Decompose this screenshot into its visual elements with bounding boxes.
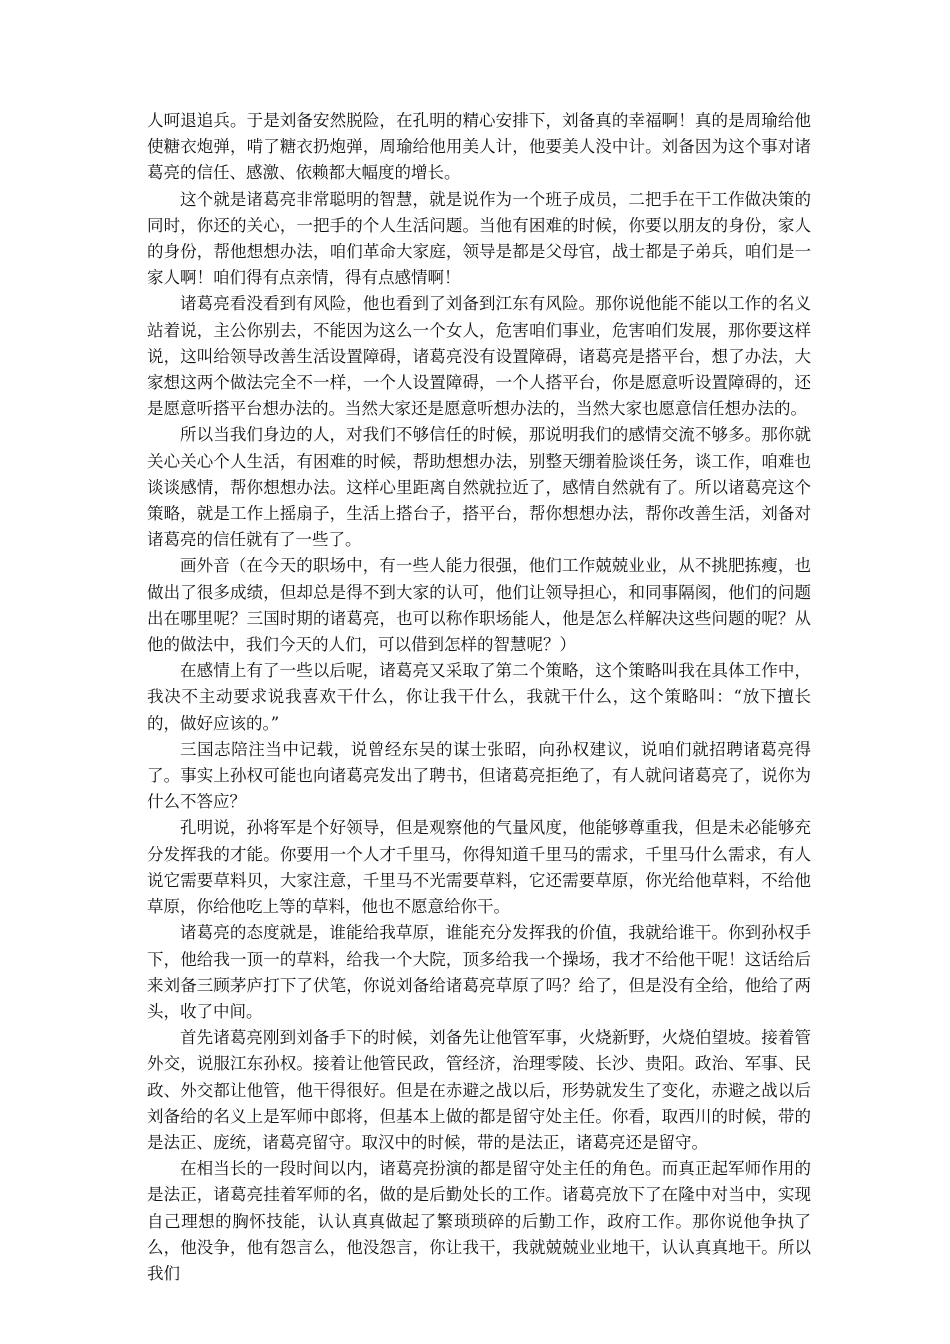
document-page (147, 108, 811, 1287)
paragraph-5: 画外音（在今天的职场中，有一些人能力很强，他们工作兢兢业业，从不挑肥拣瘦，也做出了很多成绩，但却总是得不到大家的认可，他们让领导担心，和同事隔阂，他们的问题出在哪里呢？三国时期的诸葛亮，也可以称作职场能人，他是怎么样解决这些问题的呢？从他的做法中，我们今天的人们，可以借到怎样的智慧呢？） (147, 556, 811, 655)
paragraph-9: 诸葛亮的态度就是，谁能给我草原，谁能充分发挥我的价值，我就给谁干。你到孙权手下，他给我一顶一的草料，给我一个大院，顶多给我一个操场，我才不给他干呢！这话给后来刘备三顾茅庐打下了伏笔，你说刘备给诸葛亮草原了吗？给了，但是没有全给，他给了两头，收了中间。 (147, 923, 811, 1021)
paragraph-2: 这个就是诸葛亮非常聪明的智慧，就是说作为一个班子成员，二把手在干工作做决策的同时，你还的关心，一把手的个人生活问题。当他有困难的时候，你要以朋友的身份，家人的身份，帮他想想办法，咱们革命大家庭，领导是都是父母官，战士都是子弟兵，咱们是一家人啊！咱们得有点亲情，得有点感情啊！ (147, 189, 811, 288)
paragraph-6: 在感情上有了一些以后呢，诸葛亮又采取了第二个策略，这个策略叫我在具体工作中，我决不主动要求说我喜欢干什么，你让我干什么，我就干什么，这个策略叫：“放下擅长的，做好应该的。” (147, 661, 811, 733)
paragraph-11: 在相当长的一段时间以内，诸葛亮扮演的都是留守处主任的角色。而真正起军师作用的是法正，诸葛亮挂着军师的名，做的是后勤处长的工作。诸葛亮放下了在隆中对当中，实现自己理想的胸怀技能，认认真真做起了繁琐琐碎的后勤工作，政府工作。那你说他争执了么，他没争，他有怨言么，他没怨言，你让我干，我就兢兢业业地干，认认真真地干。所以我们 (147, 1159, 811, 1283)
paragraph-4: 所以当我们身边的人，对我们不够信任的时候，那说明我们的感情交流不够多。那你就关心关心个人生活，有困难的时候，帮助想想办法，别整天绷着脸谈任务，谈工作，咱难也谈谈感情，帮你想想办法。这样心里距离自然就拉近了，感情自然就有了。所以诸葛亮这个策略，就是工作上摇扇子，生活上搭台子，搭平台，帮你想想办法，帮你改善生活，刘备对诸葛亮的信任就有了一些了。 (147, 425, 811, 550)
paragraph-8: 孔明说，孙将军是个好领导，但是观察他的气量风度，他能够尊重我，但是未必能够充分发挥我的才能。你要用一个人才千里马，你得知道千里马的需求，千里马什么需求，有人说它需要草料贝，大家注意，千里马不光需要草料，它还需要草原，你光给他草料，不给他草原，你给他吃上等的草料，他也不愿意给你干。 (147, 818, 811, 917)
paragraph-7: 三国志陪注当中记载，说曾经东吴的谋士张昭，向孙权建议，说咱们就招聘诸葛亮得了。事实上孙权可能也向诸葛亮发出了聘书，但诸葛亮拒绝了，有人就问诸葛亮了，说你为什么不答应？ (147, 739, 811, 812)
paragraph-1: 人呵退追兵。于是刘备安然脱险，在孔明的精心安排下，刘备真的幸福啊！真的是周瑜给他使糖衣炮弹，啃了糖衣扔炮弹，周瑜给他用美人计，他要美人没中计。刘备因为这个事对诸葛亮的信任、感激、依赖都大幅度的增长。 (147, 111, 811, 183)
paragraph-3: 诸葛亮看没看到有风险，他也看到了刘备到江东有风险。那你说他能不能以工作的名义站着说，主公你别去，不能因为这么一个女人，危害咱们事业，危害咱们发展，那你要这样说，这叫给领导改善生活设置障碍，诸葛亮没有设置障碍，诸葛亮是搭平台，想了办法，大家想这两个做法完全不一样，一个人设置障碍，一个人搭平台，你是愿意听设置障碍的，还是愿意听搭平台想办法的。当然大家还是愿意听想办法的，当然大家也愿意信任想办法的。 (147, 294, 811, 419)
paragraph-10: 首先诸葛亮刚到刘备手下的时候，刘备先让他管军事，火烧新野，火烧伯望坡。接着管外交，说服江东孙权。接着让他管民政，管经济，治理零陵、长沙、贵阳。政治、军事、民政、外交都让他管，他干得很好。但是在赤避之战以后，形势就发生了变化，赤避之战以后刘备给的名义上是军师中郎将，但基本上做的都是留守处主任。你看，取西川的时候，带的是法正、庞统，诸葛亮留守。取汉中的时候，带的是法正，诸葛亮还是留守。 (147, 1028, 811, 1152)
